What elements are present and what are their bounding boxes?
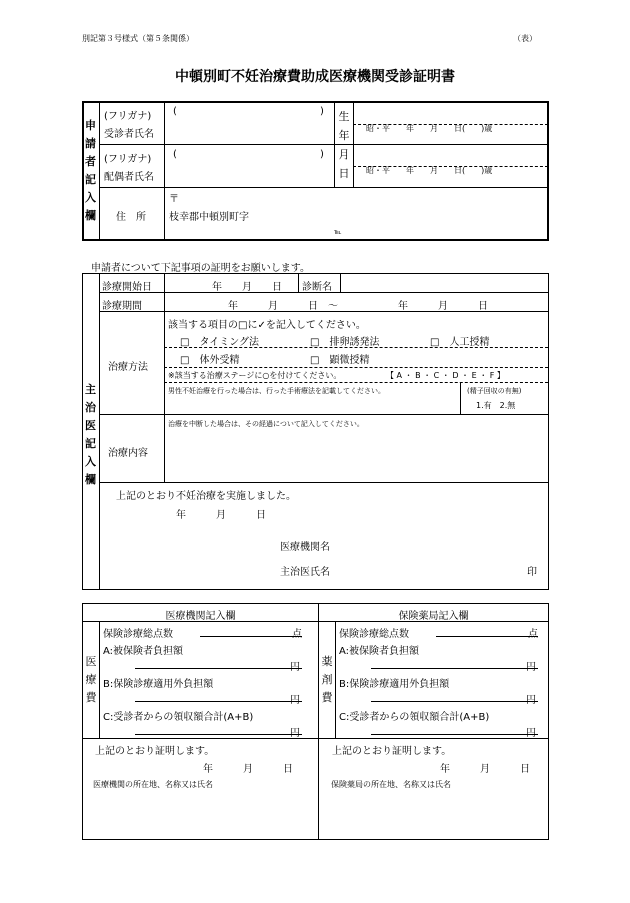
applicant-section-label: 申 請 者 記 入 欄 xyxy=(85,119,96,222)
paren-open: ( xyxy=(173,149,177,160)
diagnosis-label: 診断名 xyxy=(302,282,332,293)
medical-fee-label: 医 療 費 xyxy=(85,655,97,704)
pharmacy-certify-text: 上記のとおり証明します。 xyxy=(332,746,452,757)
pharmacy-date-field[interactable]: 年 月 日 xyxy=(440,764,530,775)
spouse-name-label: 配偶者氏名 xyxy=(104,172,154,183)
stage-note: ※該当する治療ステージに○を付けてください。 xyxy=(168,371,342,380)
receipt-total-label: C:受診者からの領収額合計(A+B) xyxy=(339,712,490,723)
tel-icon: ℡ xyxy=(334,228,342,236)
yen-unit: 円 xyxy=(526,662,536,673)
insured-payment-label: A:被保険者負担額 xyxy=(339,646,420,657)
address-label: 住 所 xyxy=(116,212,146,223)
period-label: 診療期間 xyxy=(102,301,142,312)
spouse-birthdate-field[interactable]: 昭・平 年 月 日( )歳 xyxy=(366,166,493,175)
male-infertility-note: 男性不妊治療を行った場合は、行った手術療法を記載してください。 xyxy=(168,387,385,395)
paren-open: ( xyxy=(173,106,177,117)
pharmacy-place-label: 保険薬局の所在地、名称又は氏名 xyxy=(331,780,451,789)
checkbox-ovulation-induction[interactable]: □ 排卵誘発法 xyxy=(310,337,380,348)
doctor-section-label: 主 治 医 記 入 欄 xyxy=(85,383,96,486)
institution-label: 医療機関名 xyxy=(280,542,330,553)
yen-unit: 円 xyxy=(290,695,300,706)
period-field[interactable]: 年 月 日 ～ 年 月 日 xyxy=(228,301,488,312)
sperm-retrieval-label: (精子回収の有無) xyxy=(467,387,522,395)
address-value[interactable]: 枝幸郡中頓別町字 xyxy=(169,212,249,223)
yen-unit: 円 xyxy=(290,728,300,739)
method-instruction: 該当する項目の□に✓を記入してください。 xyxy=(168,320,366,331)
receipt-total-label: C:受診者からの領収額合計(A+B) xyxy=(103,712,254,723)
patient-birthdate-field[interactable]: 昭・平 年 月 日( )歳 xyxy=(366,124,493,133)
paren-close: ) xyxy=(320,149,324,160)
patient-name-field[interactable] xyxy=(166,122,332,142)
content-field[interactable] xyxy=(166,430,546,480)
physician-label: 主治医氏名 xyxy=(280,567,330,578)
total-points-label: 保険診療総点数 xyxy=(103,629,173,640)
receipt-total-field[interactable] xyxy=(135,722,302,735)
medical-institution-header: 医療機関記入欄 xyxy=(165,611,236,622)
birthdate-label: 生 年 月 日 xyxy=(338,110,350,180)
pharmacy-insured-payment-field[interactable] xyxy=(371,656,538,669)
paren-close: ) xyxy=(320,106,324,117)
seal-mark: 印 xyxy=(527,567,537,578)
yen-unit: 円 xyxy=(526,695,536,706)
request-text: 申請者について下記事項の証明をお願いします。 xyxy=(91,263,310,274)
stage-options[interactable]: 【 A ・ B ・ C ・ D ・ E ・ F 】 xyxy=(386,371,505,380)
page-title: 中頓別町不妊治療費助成医療機関受診証明書 xyxy=(175,69,455,85)
spouse-name-field[interactable] xyxy=(166,165,332,185)
method-label: 治療方法 xyxy=(108,362,148,373)
postal-mark: 〒 xyxy=(169,194,179,205)
furigana-label: (フリガナ) xyxy=(104,154,152,165)
institution-certify-text: 上記のとおり証明します。 xyxy=(95,746,215,757)
uncovered-payment-field[interactable] xyxy=(135,689,302,702)
checkbox-artificial-insemination[interactable]: □ 人工授精 xyxy=(430,337,490,348)
institution-place-field[interactable] xyxy=(90,792,315,836)
pharmacy-total-points-field[interactable] xyxy=(436,624,538,637)
pharmacy-uncovered-payment-field[interactable] xyxy=(371,689,538,702)
total-points-field[interactable] xyxy=(200,624,302,637)
drug-fee-label: 薬 剤 費 xyxy=(321,655,333,704)
points-unit: 点 xyxy=(528,629,538,640)
pharmacy-place-field[interactable] xyxy=(326,792,546,836)
insured-payment-label: A:被保険者負担額 xyxy=(103,646,184,657)
uncovered-payment-label: B:保険診療適用外負担額 xyxy=(339,679,450,690)
uncovered-payment-label: B:保険診療適用外負担額 xyxy=(103,679,214,690)
content-note: 治療を中断した場合は、その経過について記入してください。 xyxy=(168,420,364,428)
yen-unit: 円 xyxy=(526,728,536,739)
form-side-label: （表） xyxy=(513,34,537,43)
certify-text: 上記のとおり不妊治療を実施しました。 xyxy=(116,491,296,502)
pharmacy-receipt-total-field[interactable] xyxy=(371,722,538,735)
furigana-label: (フリガナ) xyxy=(104,111,152,122)
certify-date-field[interactable]: 年 月 日 xyxy=(176,510,266,521)
sperm-retrieval-options[interactable]: 1.有 2.無 xyxy=(476,401,516,410)
checkbox-timing[interactable]: □ タイミング法 xyxy=(180,337,260,348)
checkbox-icsi[interactable]: □ 顕微授精 xyxy=(310,355,370,366)
patient-name-label: 受診者氏名 xyxy=(104,129,154,140)
diagnosis-field[interactable] xyxy=(342,275,547,291)
form-number: 別記第３号様式（第５条関係） xyxy=(82,34,194,43)
yen-unit: 円 xyxy=(290,662,300,673)
points-unit: 点 xyxy=(292,629,302,640)
content-label: 治療内容 xyxy=(108,448,148,459)
pharmacy-header: 保険薬局記入欄 xyxy=(398,611,469,622)
checkbox-ivf[interactable]: □ 体外受精 xyxy=(180,355,240,366)
institution-place-label: 医療機関の所在地、名称又は氏名 xyxy=(93,780,213,789)
insured-payment-field[interactable] xyxy=(135,656,302,669)
total-points-label: 保険診療総点数 xyxy=(339,629,409,640)
start-date-label: 診療開始日 xyxy=(102,282,152,293)
institution-date-field[interactable]: 年 月 日 xyxy=(203,764,293,775)
start-date-field[interactable]: 年 月 日 xyxy=(212,282,282,293)
